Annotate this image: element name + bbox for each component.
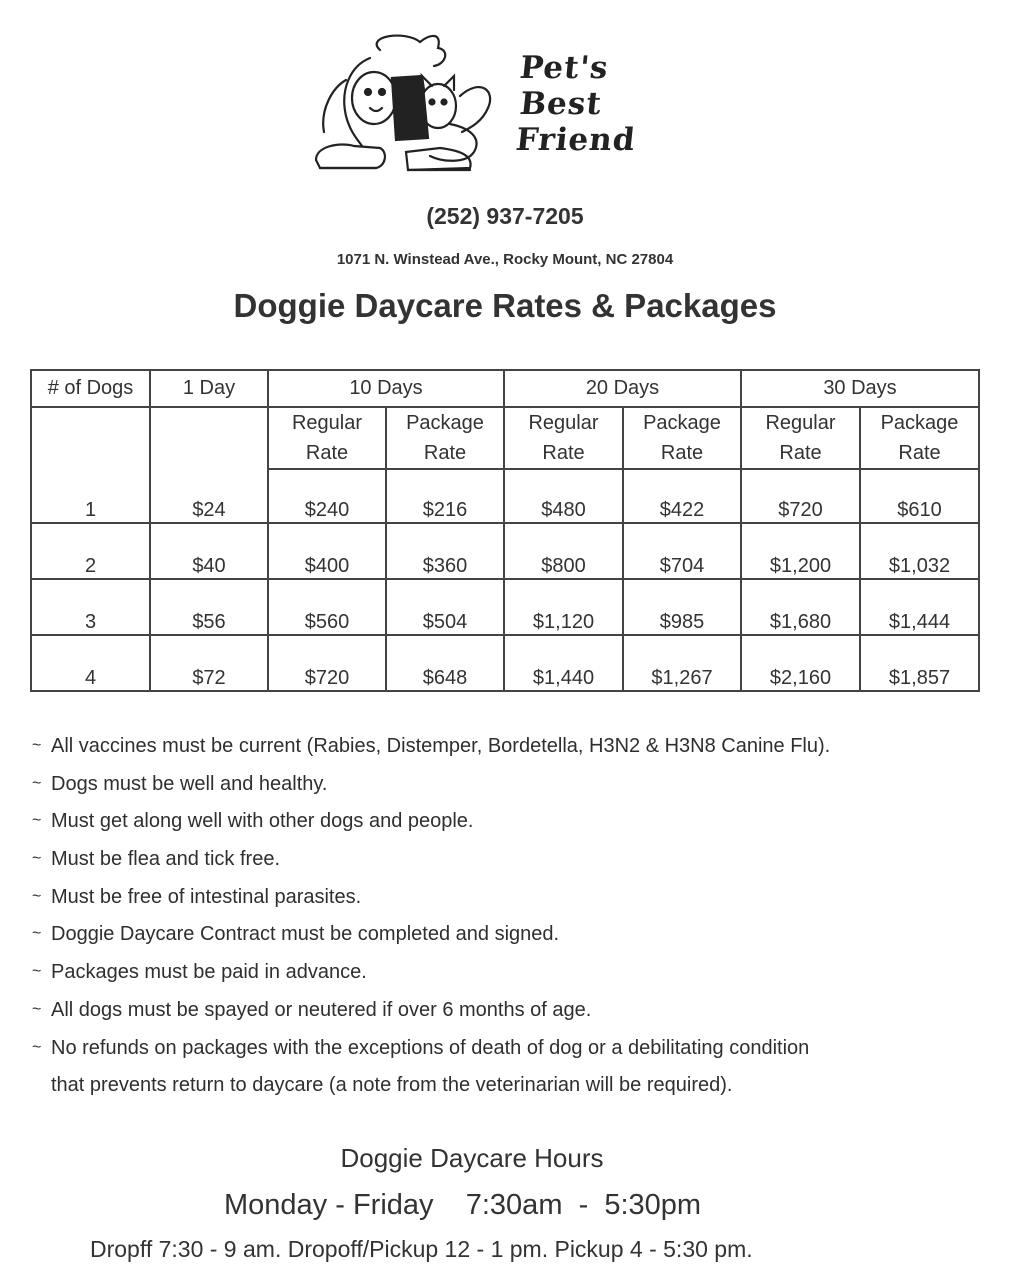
hours-title: Doggie Daycare Hours [340,1143,604,1173]
subheader-blank [31,407,150,469]
list-item: ~ All vaccines must be current (Rabies, Distemper, Bordetella, H3N2 & H3N8 Canine Flu). [32,728,932,766]
hours-days: Monday - Friday 7:30am - 5:30pm [224,1189,702,1221]
cell-20-regular: $800 [504,523,623,579]
address: 1071 N. Winstead Ave., Rocky Mount, NC 27804 [336,251,674,268]
brand-name-line-2: Best [518,86,604,122]
list-item: ~ Packages must be paid in advance. [32,954,932,992]
table-subheader-row [31,407,979,469]
rules-list [32,728,932,1105]
table-row [31,579,979,635]
tilde-bullet-icon: ~ [32,925,42,943]
table-header-row [31,370,979,407]
table-row [31,469,979,523]
page-title: Doggie Daycare Rates & Packages [233,287,777,324]
cell-30-regular: $720 [741,469,860,523]
subheader-package-rate: Package Rate [860,407,979,469]
cell-10-regular: $560 [268,579,386,635]
cell-dogs: 3 [31,579,150,635]
list-item: ~ Doggie Daycare Contract must be completed and signed. [32,916,932,954]
list-item: ~ No refunds on packages with the exceptions of death of dog or a debilitating condition [32,1030,932,1068]
cell-1-day: $72 [150,635,268,691]
header-10-days: 10 Days [268,370,504,407]
list-item: ~ All dogs must be spayed or neutered if over 6 months of age. [32,992,932,1030]
cell-30-package: $610 [860,469,979,523]
subheader-package-rate: Package Rate [623,407,741,469]
cell-30-package: $1,857 [860,635,979,691]
header-dogs: # of Dogs [31,370,150,407]
cell-1-day: $56 [150,579,268,635]
subheader-package-rate: Package Rate [386,407,504,469]
cell-20-package: $704 [623,523,741,579]
cell-10-regular: $400 [268,523,386,579]
tilde-bullet-icon: ~ [32,737,42,754]
dog-and-cat-hugging-icon [310,28,510,178]
cell-20-regular: $1,440 [504,635,623,691]
cell-10-package: $360 [386,523,504,579]
brand-logo [310,28,670,178]
header-1-day: 1 Day [150,370,268,407]
tilde-bullet-icon: ~ [32,850,42,868]
cell-20-regular: $1,120 [504,579,623,635]
cell-dogs: 4 [31,635,150,691]
cell-30-package: $1,032 [860,523,979,579]
hours-dropoff-times: Dropff 7:30 - 9 am. Dropoff/Pickup 12 - 1 pm. Pickup 4 - 5:30 pm. [90,1236,753,1262]
brand-name-line-3: Friend [514,122,638,158]
subheader-regular-rate: Regular Rate [741,407,860,469]
cell-dogs: 1 [31,469,150,523]
list-item: ~ Must be free of intestinal parasites. [32,879,932,917]
cell-10-package: $216 [386,469,504,523]
cell-30-regular: $2,160 [741,635,860,691]
table-row [31,523,979,579]
cell-20-regular: $480 [504,469,623,523]
tilde-bullet-icon: ~ [32,963,42,981]
phone-number: (252) 937-7205 [426,203,584,229]
cell-1-day: $40 [150,523,268,579]
subheader-regular-rate: Regular Rate [504,407,623,469]
cell-20-package: $422 [623,469,741,523]
list-item: ~ Dogs must be well and healthy. [32,766,932,804]
tilde-bullet-icon: ~ [32,1038,42,1056]
tilde-bullet-icon: ~ [32,887,42,905]
cell-10-regular: $240 [268,469,386,523]
brand-name-line-1: Pet's [518,50,611,86]
header-20-days: 20 Days [504,370,741,407]
cell-dogs: 2 [31,523,150,579]
cell-30-package: $1,444 [860,579,979,635]
tilde-bullet-icon: ~ [32,774,42,792]
tilde-bullet-icon: ~ [32,812,42,830]
header-30-days: 30 Days [741,370,979,407]
list-item: ~ Must be flea and tick free. [32,841,932,879]
cell-10-package: $648 [386,635,504,691]
table-row [31,635,979,691]
rates-table [30,369,980,692]
cell-1-day: $24 [150,469,268,523]
list-item-continuation: that prevents return to daycare (a note from the veterinarian will be required). [51,1074,733,1097]
list-item: ~ Must get along well with other dogs and people. [32,803,932,841]
cell-20-package: $985 [623,579,741,635]
cell-20-package: $1,267 [623,635,741,691]
subheader-regular-rate: Regular Rate [268,407,386,469]
cell-30-regular: $1,200 [741,523,860,579]
cell-10-package: $504 [386,579,504,635]
tilde-bullet-icon: ~ [32,1000,42,1018]
cell-30-regular: $1,680 [741,579,860,635]
subheader-blank [150,407,268,469]
cell-10-regular: $720 [268,635,386,691]
